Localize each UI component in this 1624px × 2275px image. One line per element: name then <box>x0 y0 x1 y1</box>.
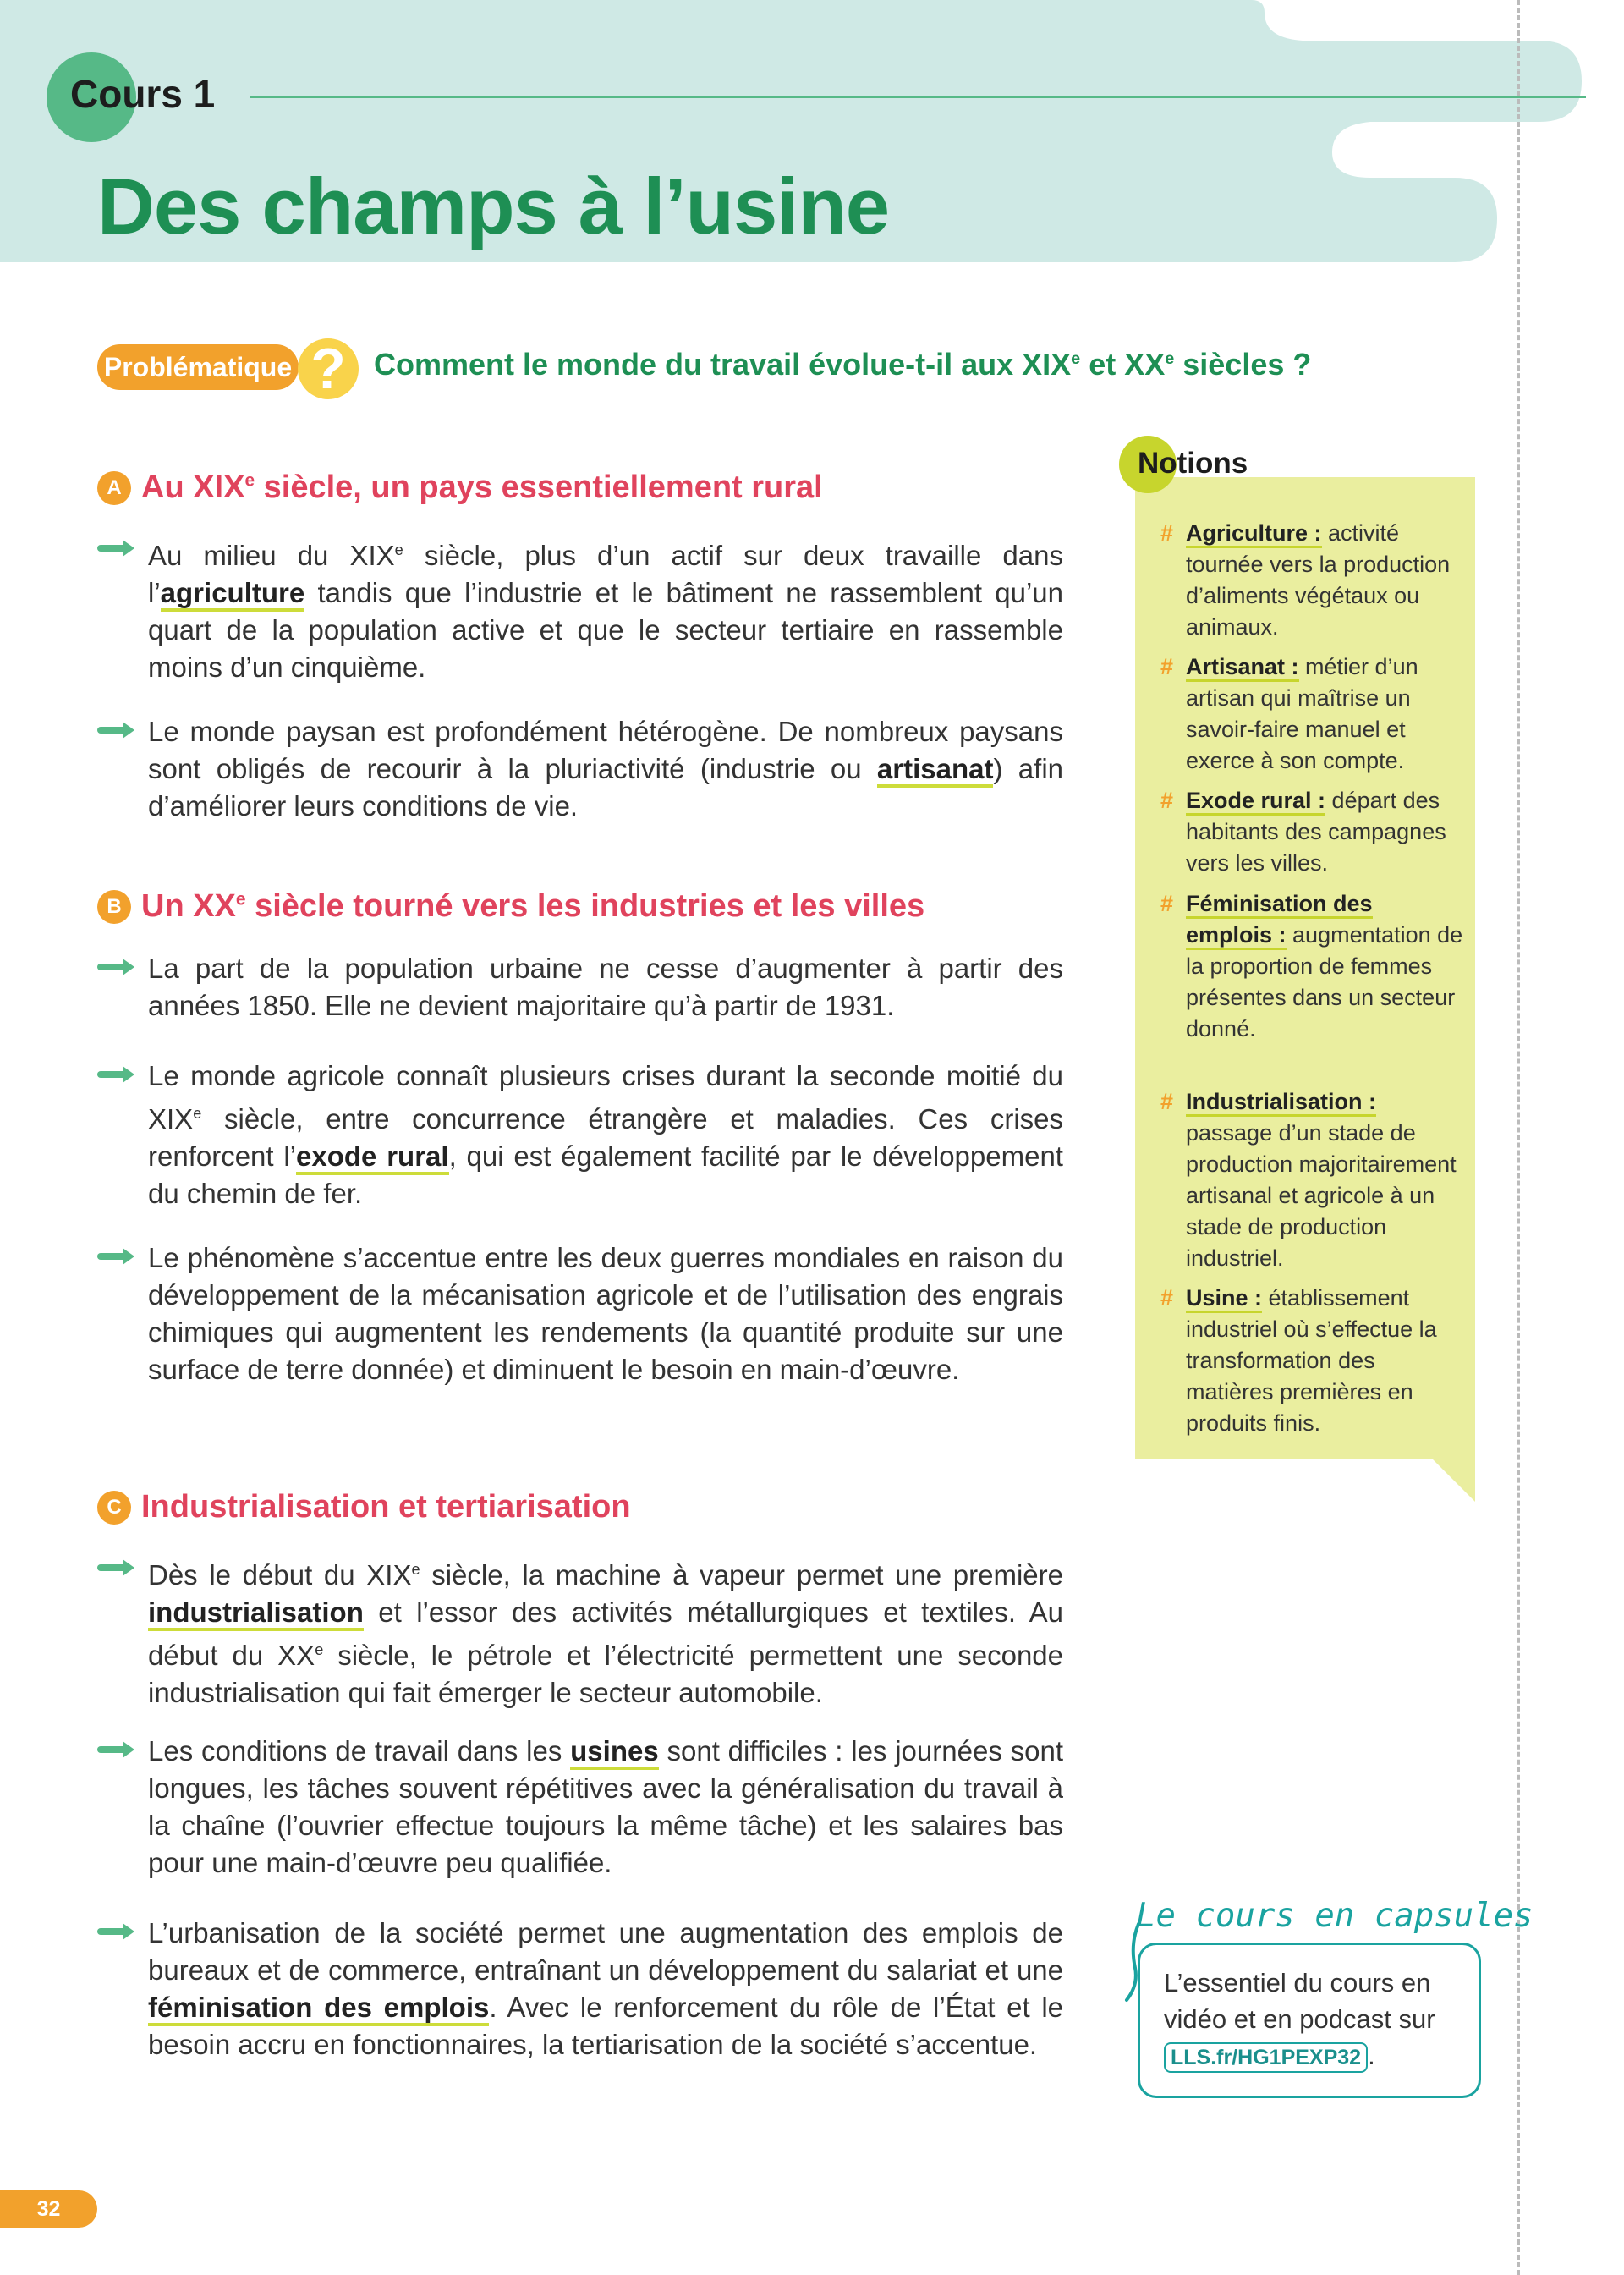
question-mark-icon: ? <box>298 338 359 399</box>
problematique-question: Comment le monde du travail évolue-t-il aux XIXe et XXe siècles ? <box>374 347 1312 382</box>
page-number: 32 <box>0 2190 97 2228</box>
hash-icon: # <box>1160 1089 1174 1114</box>
section-badge-b: B <box>97 890 131 924</box>
paragraph-a1: Au milieu du XIXe siècle, plus d’un actif sur deux travaille dans l’agriculture tandis que l’industrie et le bâtiment ne rassemblent qu’un quart de la population active et que le secteur tertiaire en rassemble moins d’un cinquième. <box>97 531 1063 686</box>
paragraph-b2: Le monde agricole connaît plusieurs crises durant la seconde moitié du XIXe siècle, entre concurrence étrangère et maladies. Ces crises renforcent l’exode rural, qui est également facilité par le développement du chemin de fer. <box>97 1058 1063 1212</box>
arrow-right-icon <box>97 718 138 742</box>
paragraph-c2: Les conditions de travail dans les usines sont difficiles : les journées sont longues, les tâches souvent répétitives avec la généralisation du travail à la chaîne (l’ouvrier effectue toujours la même tâche) et les salaires bas pour une main-d’œuvre peu qualifiée. <box>97 1733 1063 1882</box>
notions-panel-tail <box>1431 1458 1475 1502</box>
capsule-title: Le cours en capsules <box>1136 1897 1533 1935</box>
arrow-right-icon <box>97 1556 138 1580</box>
notion-item: # Industrialisation : passage d’un stade de production majoritairement artisanal et agricole à un stade de production industriel. <box>1186 1086 1465 1274</box>
header-rule <box>250 96 1586 98</box>
arrow-right-icon <box>97 1920 138 1943</box>
hash-icon: # <box>1160 891 1174 916</box>
paragraph-a2: Le monde paysan est profondément hétérogène. De nombreux paysans sont obligés de recourir à la pluriactivité (industrie ou artisanat) afin d’améliorer leurs conditions de vie. <box>97 713 1063 825</box>
hash-icon: # <box>1160 654 1174 679</box>
section-c-title: Industrialisation et tertiarisation <box>141 1489 631 1525</box>
keyword-usines: usines <box>570 1735 659 1770</box>
section-badge-a: A <box>97 471 131 505</box>
paragraph-c3: L’urbanisation de la société permet une augmentation des emplois de bureaux et de commerce, entraînant un développement du salariat et une féminisation des emplois. Avec le renforcement du rôle de l’État et le besoin accru en fonctionnaires, la tertiarisation de la société s’accentue. <box>97 1915 1063 2063</box>
keyword-exode-rural: exode rural <box>296 1140 449 1175</box>
page-title: Des champs à l’usine <box>97 162 890 250</box>
keyword-artisanat: artisanat <box>877 753 994 788</box>
capsule-text: L’essentiel du cours en vidéo et en podcast sur LLS.fr/HG1PEXP32 . <box>1164 1965 1468 2074</box>
capsule-link[interactable]: LLS.fr/HG1PEXP32 <box>1164 2042 1368 2073</box>
keyword-feminisation: féminisation des emplois <box>148 1992 489 2026</box>
notion-item: # Exode rural : départ des habitants des campagnes vers les villes. <box>1186 785 1465 879</box>
paragraph-b1: La part de la population urbaine ne cesse d’augmenter à partir des années 1850. Elle ne devient majoritaire qu’à partir de 1931. <box>97 950 1063 1025</box>
arrow-right-icon <box>97 1063 138 1086</box>
section-c-heading <box>97 1489 631 1525</box>
problematique-label: Problématique <box>97 344 299 390</box>
section-b-title: Un XXe siècle tourné vers les industries et les villes <box>141 888 925 924</box>
notion-item: # Usine : établissement industriel où s’effectue la transformation des matières premières en produits finis. <box>1186 1283 1465 1439</box>
section-a-heading <box>97 470 823 506</box>
arrow-right-icon <box>97 536 138 560</box>
hash-icon: # <box>1160 788 1174 813</box>
hash-icon: # <box>1160 1285 1174 1311</box>
paragraph-c1: Dès le début du XIXe siècle, la machine à vapeur permet une première industrialisation et l’essor des activités métallurgiques et textiles. Au début du XXe siècle, le pétrole et l’électricité permettent une seconde industrialisation qui fait émerger le secteur automobile. <box>97 1551 1063 1712</box>
hash-icon: # <box>1160 520 1174 546</box>
keyword-agriculture: agriculture <box>161 577 305 612</box>
notion-item: # Artisanat : métier d’un artisan qui maîtrise un savoir-faire manuel et exerce à son compte. <box>1186 651 1465 777</box>
keyword-industrialisation: industrialisation <box>148 1596 364 1631</box>
arrow-right-icon <box>97 955 138 979</box>
arrow-right-icon <box>97 1738 138 1761</box>
arrow-right-icon <box>97 1245 138 1268</box>
paragraph-b3: Le phénomène s’accentue entre les deux guerres mondiales en raison du développement de la mécanisation agricole et de l’utilisation des engrais chimiques qui augmentent les rendements (la quantité produite sur une surface de terre donnée) et diminuent le besoin en main-d’œuvre. <box>97 1239 1063 1388</box>
notion-item: # Agriculture : activité tournée vers la production d’aliments végétaux ou animaux. <box>1186 518 1465 643</box>
notions-title: Notions <box>1138 447 1248 480</box>
section-a-title: Au XIXe siècle, un pays essentiellement rural <box>141 470 823 505</box>
notion-item: # Féminisation des emplois : augmentation de la proportion de femmes présentes dans un secteur donné. <box>1186 888 1465 1045</box>
section-b-heading <box>97 888 924 925</box>
section-badge-c: C <box>97 1491 131 1525</box>
cours-label: Cours 1 <box>70 72 216 116</box>
